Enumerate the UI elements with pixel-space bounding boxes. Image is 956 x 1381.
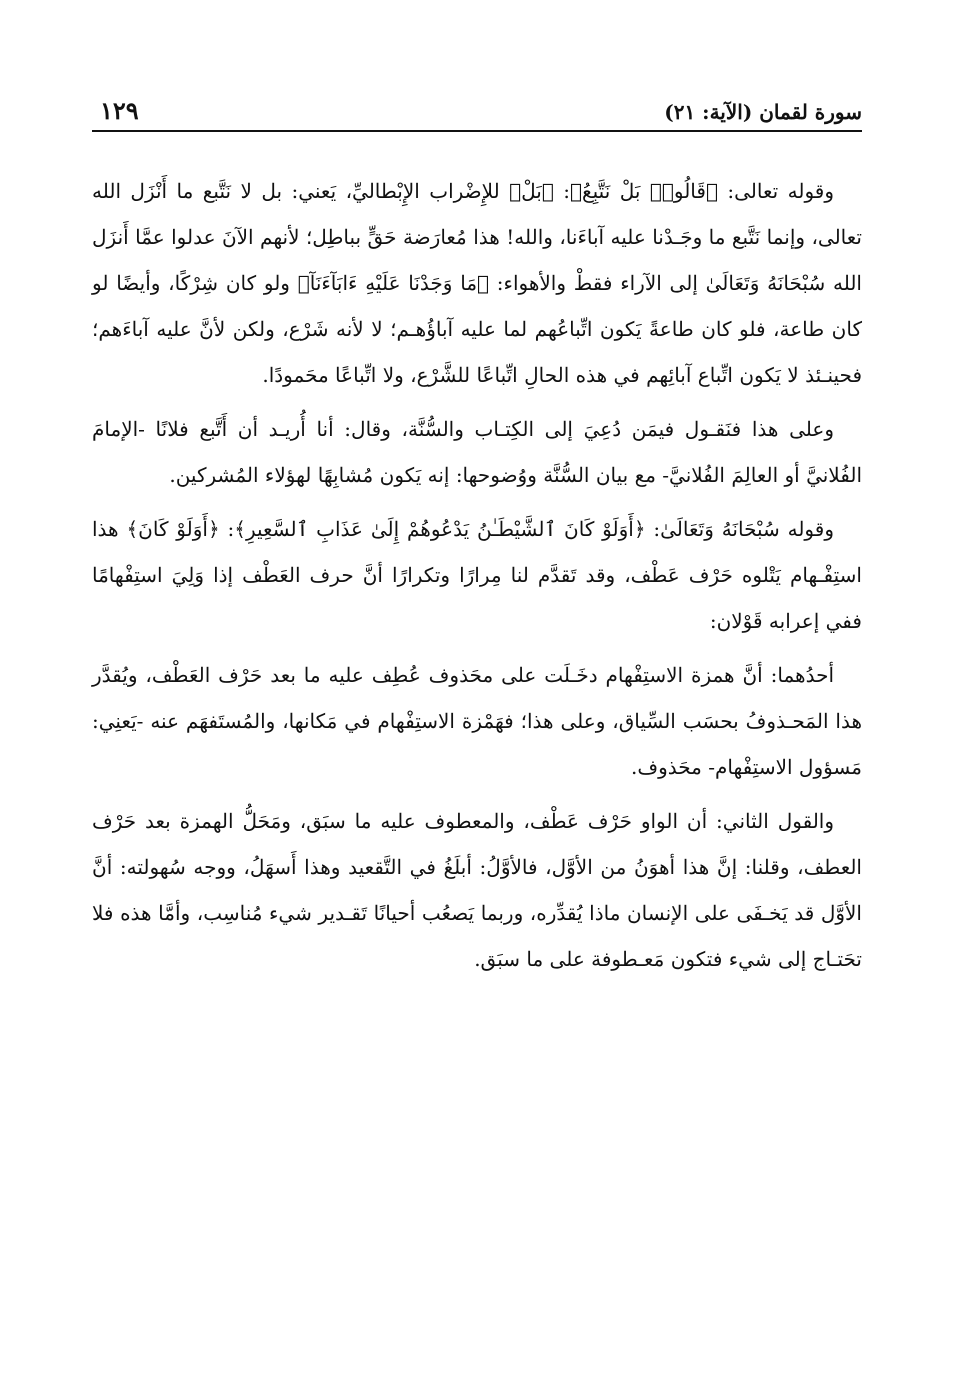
running-title: سورة لقمان (الآية: ٢١) (664, 100, 862, 124)
paragraph-2: وعلى هذا فنَقـول فيمَن دُعِيَ إلى الكِتـاب والسُّنَّة، وقال: أنا أُريـد أن أَتَّبع فلانًا -الإمامَ الفُلانيَّ أو العالِمَ الفُلانيَّ- مع بيان السُّنَّة ووُضوحها: إنه يَكون مُشابِهًا لهؤلاء المُشركين. (92, 417, 862, 487)
body-text (92, 168, 862, 990)
page-number: ١٢٩ (100, 96, 139, 125)
page-header (92, 96, 862, 132)
paragraph-4: أحدُهما: أنَّ همزة الاستِفْهام دخَـلَت على محَذوف عُطِف عليه ما بعد حَرْف العَطْف، ويُقدَّر هذا المَحـذوفُ بحسَب السِّياق، وعلى هذا؛ فهَمْزة الاستِفْهام في مَكانها، والمُستَفهَم عنه -يَعنِي: مَسؤول الاستِفْهام- محَذوف. (92, 663, 862, 779)
paragraph-1: وقوله تعالى: ﴿قَالُوا۟ بَلْ نَتَّبِعُ﴾: ﴿بَلْ﴾ للإِضْراب الإِبْطاليِّ، يَعني: بل لا نَتَّبع ما أَنْزَل الله تعالى، وإنما نَتَّبع ما وجَـدْنا عليه آباءَنا، والله! هذا مُعارَضة حَقٍّ بباطِل؛ لأنهم الآنَ عدلوا عمَّا أَنزَل الله سُبْحَانَهُ وَتَعَالَىٰ إلى الآراء فقطْ والأهواء: ﴿مَا وَجَدْنَا عَلَيْهِ ءَابَآءَنَآ﴾ ولو كان شِرْكًا، وأيضًا لو كان طاعة، فلو كان طاعةً يَكون اتِّباعُهم لما عليه آباؤُهـم؛ لا لأنه شَرْع، ولكن لأنَّ عليه آباءَهم؛ فحينـئذ لا يَكون اتِّباع آبائِهم في هذه الحالِ اتِّباعًا للشَّرْع، ولا اتِّباعًا محَمودًا. (92, 179, 862, 387)
paragraph-5: والقول الثاني: أن الواو حَرْف عَطْف، والمعطوف عليه ما سبَق، ومَحَلُّ الهمزة بعد حَرْف العطف، وقلنا: إنَّ هذا أهوَنُ من الأوَّل، فالأوَّلُ: أبلَغُ في التَّقعيد وهذا أَسهَلُ، ووجه سُهولته: أنَّ الأوَّل قد يَخـفَى على الإنسان ماذا يُقدِّره، وربما يَصعُب أحيانًا تَقـدير شيء مُناسِب، وأمَّا هذه فلا تحَتـاج إلى شيء فتكون مَعـطوفة على ما سبَق. (92, 809, 862, 971)
paragraph-3: وقوله سُبْحَانَهُ وَتَعَالَىٰ: ﴿أَوَلَوْ كَانَ ٱلشَّيْطَـٰنُ يَدْعُوهُمْ إِلَىٰ عَذَابِ ٱلسَّعِيرِ﴾: ﴿أَوَلَوْ كَانَ﴾ هذا استِفْـهام يَتْلوه حَرْف عَطْف، وقد تَقدَّم لنا مِرارًا وتكرارًا أنَّ حرف العَطْف إذا وَلِيَ استِفْهامًا ففي إعرابه قَوْلان: (92, 517, 862, 633)
